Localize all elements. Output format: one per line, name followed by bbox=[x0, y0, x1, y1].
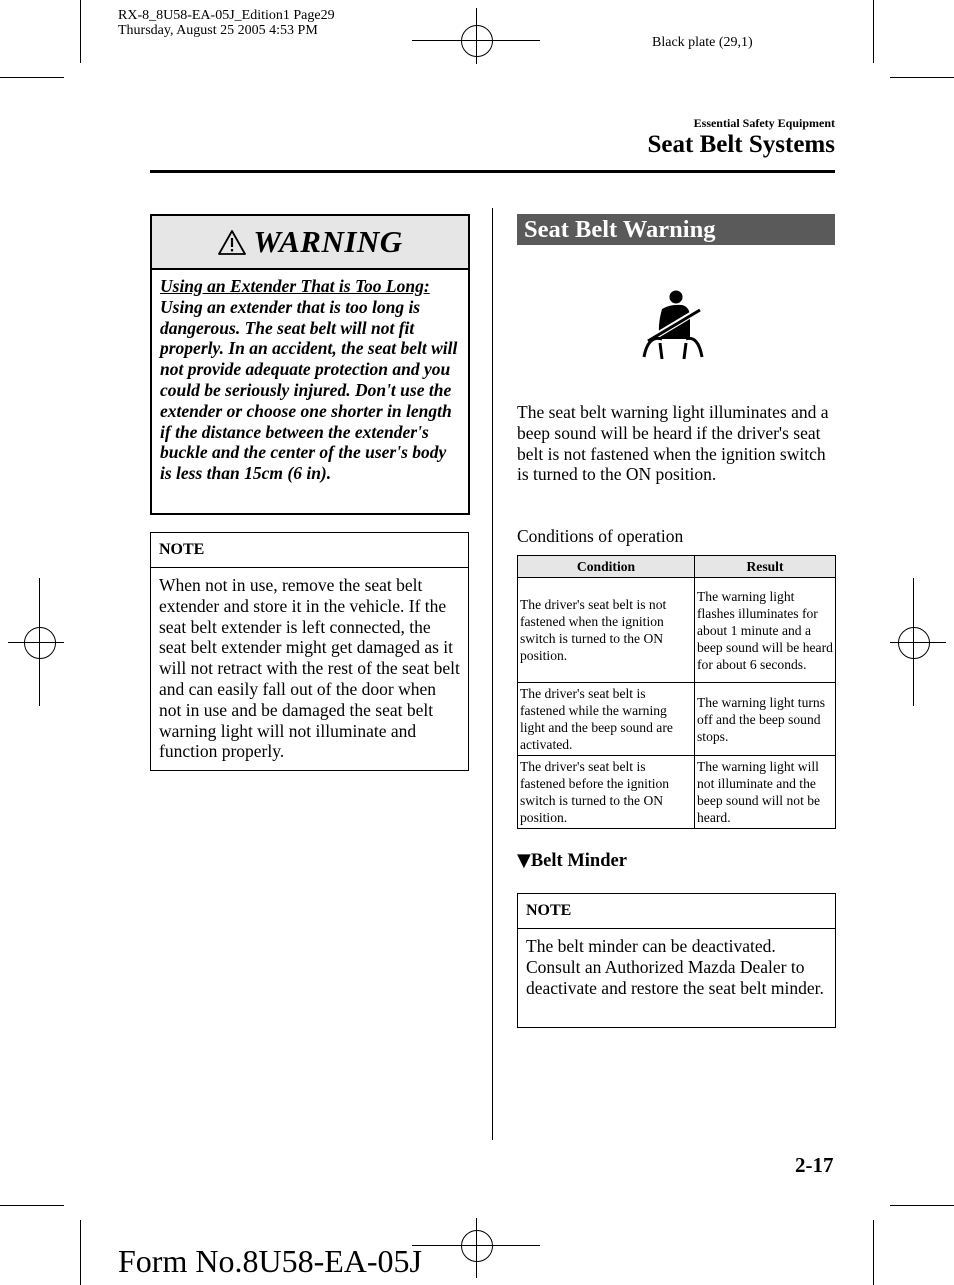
header-rule bbox=[150, 170, 835, 173]
triangle-down-icon: ▼ bbox=[517, 850, 531, 871]
conditions-table bbox=[517, 555, 836, 829]
table-cell-result: The warning light turns off and the beep sound stops. bbox=[695, 683, 836, 756]
warning-header bbox=[152, 216, 468, 270]
section-heading-warning-light: Seat Belt Warning Light/Beep bbox=[517, 214, 835, 245]
seat-belt-warning-icon bbox=[640, 287, 706, 361]
belt-minder-title: Belt Minder bbox=[530, 851, 627, 871]
warning-body bbox=[152, 270, 468, 484]
form-number: Form No.8U58-EA-05J bbox=[118, 1243, 422, 1279]
table-header-result: Result bbox=[695, 556, 836, 578]
conditions-label: Conditions of operation bbox=[517, 526, 684, 546]
warning-title: Using an Extender That is Too Long: bbox=[160, 276, 430, 296]
table-header-row bbox=[518, 556, 836, 578]
section-kicker: Essential Safety Equipment bbox=[693, 116, 835, 130]
print-meta bbox=[118, 8, 335, 38]
table-cell-condition: The driver's seat belt is not fastened when the ignition switch is turned to the ON position. bbox=[518, 578, 695, 683]
warning-label: WARNING bbox=[253, 224, 403, 259]
print-date-line: Thursday, August 25 2005 4:53 PM bbox=[118, 23, 318, 38]
table-cell-condition: The driver's seat belt is fastened while the warning light and the beep sound are activated. bbox=[518, 683, 695, 756]
table-cell-result: The warning light flashes illuminates for about 1 minute and a beep sound will be heard for about 6 seconds. bbox=[695, 578, 836, 683]
warning-box bbox=[150, 214, 470, 515]
belt-minder-heading bbox=[517, 850, 627, 872]
note-label: NOTE bbox=[151, 533, 468, 568]
column-divider bbox=[492, 208, 493, 1140]
note-text: The belt minder can be deactivated. Consult an Authorized Mazda Dealer to deactivate and restore the seat belt minder. bbox=[526, 936, 824, 998]
intro-paragraph: The seat belt warning light illuminates and a beep sound will be heard if the driver's seat belt is not fastened when the ignition switch is turned to the ON position. bbox=[517, 402, 829, 485]
note-text: When not in use, remove the seat belt extender and store it in the vehicle. If the seat belt extender is left connected, the seat belt extender might get damaged as it will not retract with the rest of the seat belt and can easily fall out of the door when not in use and be damaged the seat belt warning light will not illuminate and function properly. bbox=[159, 575, 460, 762]
table-row bbox=[518, 578, 836, 683]
note-label: NOTE bbox=[518, 894, 835, 929]
table-row bbox=[518, 756, 836, 829]
table-cell-result: The warning light will not illuminate and the beep sound will not be heard. bbox=[695, 756, 836, 829]
page-title: Seat Belt Systems bbox=[647, 131, 835, 158]
page-number: 2-17 bbox=[795, 1153, 834, 1177]
note-box-belt-minder bbox=[517, 893, 836, 1028]
table-header-condition: Condition bbox=[518, 556, 695, 578]
warning-triangle-icon bbox=[217, 229, 247, 256]
note-box-extender bbox=[150, 532, 469, 771]
plate-label: Black plate (29,1) bbox=[652, 35, 753, 50]
print-file-line: RX-8_8U58-EA-05J_Edition1 Page29 bbox=[118, 8, 335, 23]
warning-text: Using an extender that is too long is dangerous. The seat belt will not fit properly. In an accident, the seat belt will not provide adequate protection and you could be seriously injured. Don't use the extender or choose one shorter in length if the distance between the extender's buckle and the center of the user's body is less than 15cm (6 in). bbox=[160, 296, 458, 484]
table-row bbox=[518, 683, 836, 756]
table-cell-condition: The driver's seat belt is fastened before the ignition switch is turned to the ON position. bbox=[518, 756, 695, 829]
